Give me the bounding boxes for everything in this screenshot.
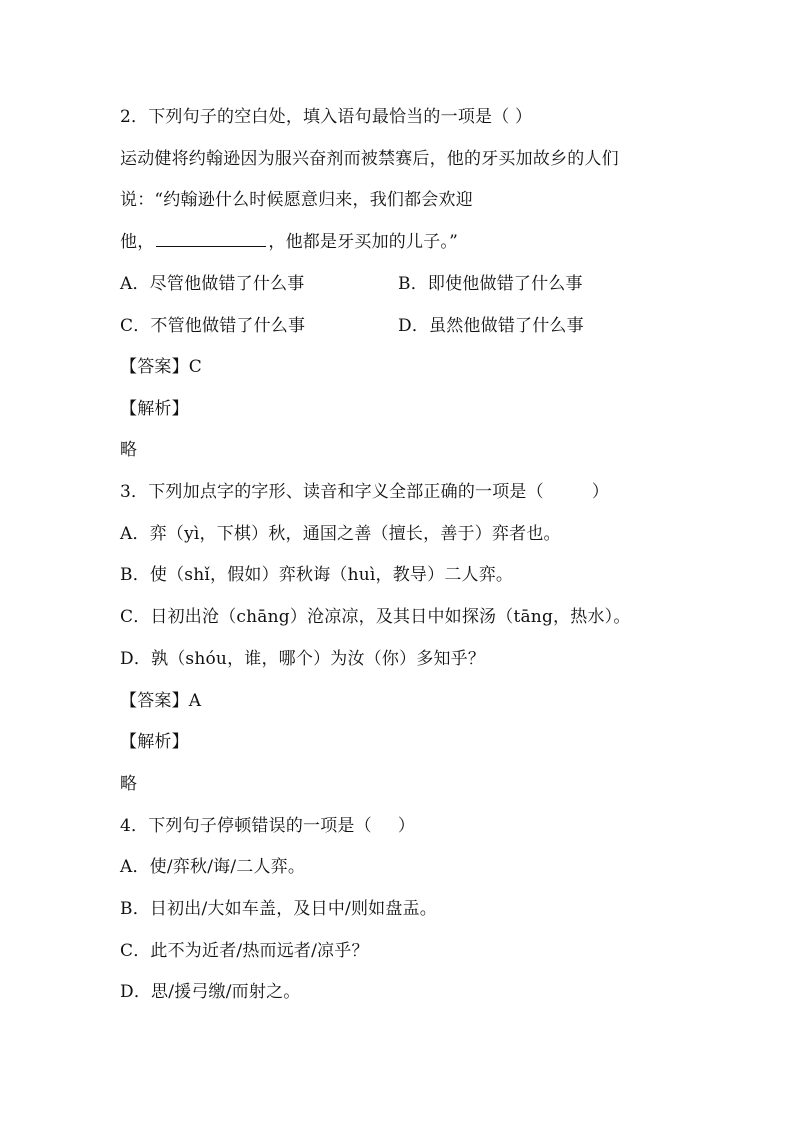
question-3-option-a: A．弈（yì，下棋）秋，通国之善（擅长，善于）弈者也。: [120, 524, 561, 544]
question-2-stem: [120, 105, 532, 129]
question-2-options-row-2: [120, 314, 584, 338]
option-c: C．不管他做错了什么事: [120, 316, 306, 336]
question-4-option-a: A．使/弈秋/诲/二人弈。: [120, 857, 306, 877]
stem-text: 4．下列句子停顿错误的一项是（: [120, 816, 372, 836]
question-4-option-b: B．日初出/大如车盖，及日中/则如盘盂。: [120, 899, 437, 919]
question-3-option-b: B．使（shǐ，假如）弈秋诲（huì，教导）二人弈。: [120, 565, 514, 585]
passage-text: 运动健将约翰逊因为服兴奋剂而被禁赛后，他的牙买加故乡的人们: [120, 149, 619, 169]
question-2-analysis-label: 【解析】: [120, 399, 189, 419]
question-3-analysis-label: 【解析】: [120, 732, 189, 752]
question-2-stem-text: 2．下列句子的空白处，填入语句最恰当的一项是（ ）: [120, 107, 533, 127]
question-4-option-c: C．此不为近者/热而远者/凉乎？: [120, 941, 369, 961]
stem-text: ）: [397, 816, 416, 836]
question-3-option-c: C．日初出沧（chāng）沧凉凉，及其日中如探汤（tāng，热水）。: [120, 607, 631, 627]
question-2-passage-line-1: [120, 147, 619, 171]
passage-text: ，他都是牙买加的儿子。”: [268, 232, 458, 252]
question-2-passage-line-3: [120, 230, 458, 254]
question-4-stem: [120, 814, 415, 838]
question-2-passage-line-2: [120, 188, 473, 212]
question-2-analysis: 略: [120, 440, 138, 460]
question-3-analysis: 略: [120, 774, 138, 794]
option-b: B．即使他做错了什么事: [398, 274, 583, 294]
option-d: D．虽然他做错了什么事: [398, 316, 584, 336]
stem-text: ）: [591, 482, 610, 502]
passage-text: 他，: [120, 232, 155, 252]
passage-text: 说：“约翰逊什么时候愿意归来，我们都会欢迎: [120, 190, 473, 210]
question-3-option-d: D．孰（shóu，谁，哪个）为汝（你）多知乎？: [120, 649, 486, 669]
question-4-option-d: D．思/援弓缴/而射之。: [120, 982, 301, 1002]
fill-in-blank: [156, 230, 266, 247]
stem-text: 3．下列加点字的字形、读音和字义全部正确的一项是（: [120, 482, 544, 502]
question-2-options-row-1: [120, 272, 583, 296]
question-2-answer: 【答案】C: [120, 357, 203, 377]
question-3-stem: [120, 480, 609, 504]
question-3-answer: 【答案】A: [120, 691, 202, 711]
option-a: A．尽管他做错了什么事: [120, 274, 305, 294]
